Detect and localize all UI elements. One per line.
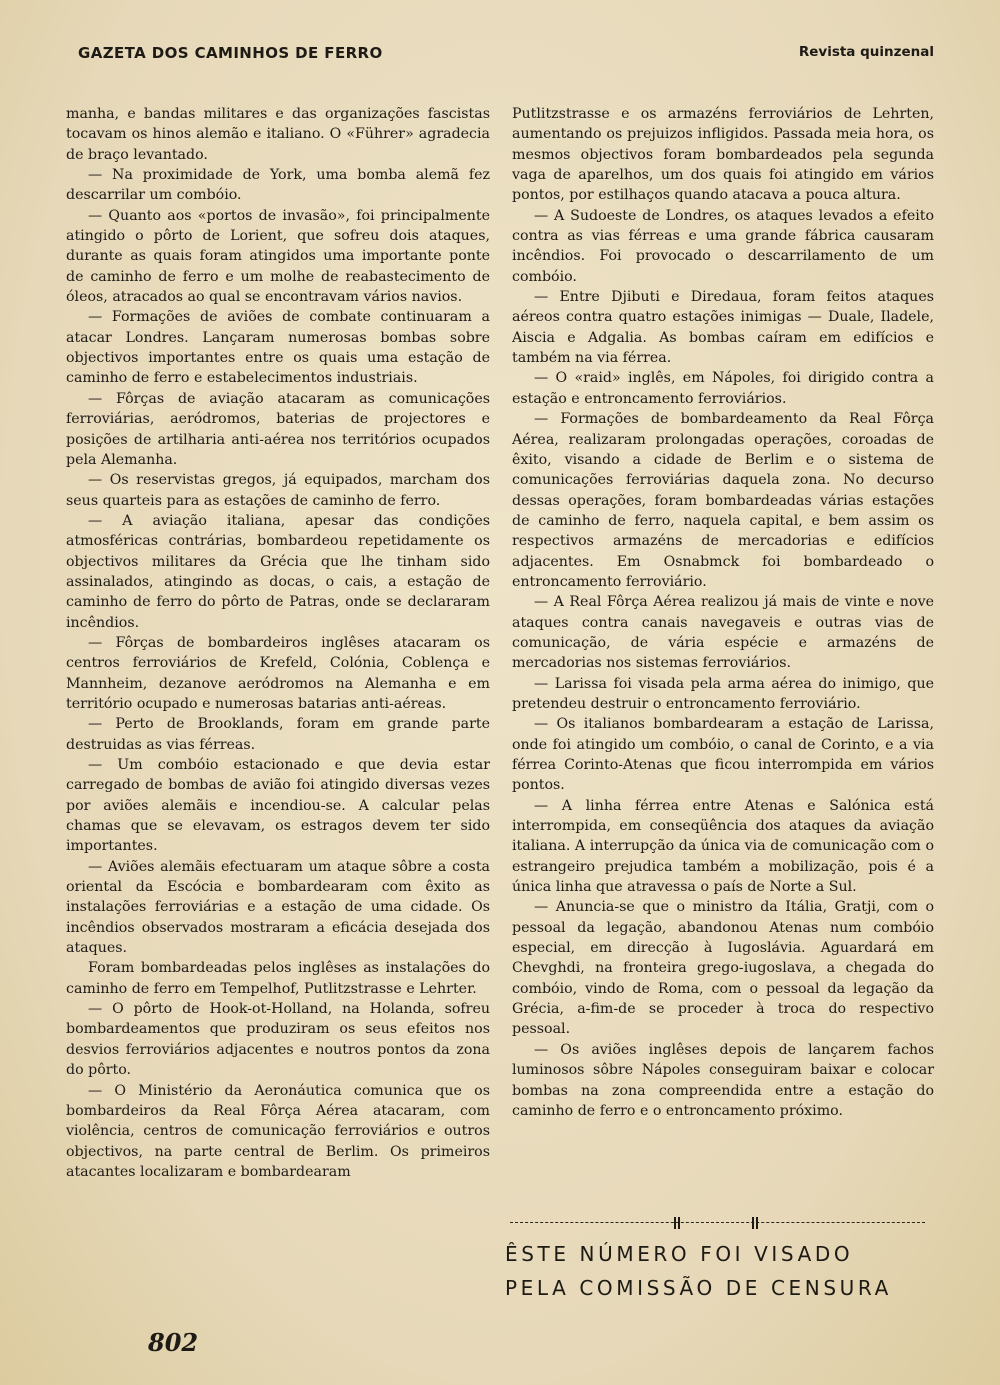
right-paragraph: — Formações de bombardeamento da Real Fôrça Aérea, realizaram prolongadas operações, coroadas de êxito, visando a cidade de Berlim e o sistema de comunicações ferroviárias daquela zona. No decurso dessas operações, foram bombardeadas várias estações de caminho de ferro, naquela capital, e bem assim os respectivos armazéns de mercadorias e edifícios adjacentes. Em Osnabmck foi bombardeado o entroncamento ferroviário. xyxy=(512,411,934,590)
right-column xyxy=(512,104,934,1121)
left-paragraph: — Perto de Brooklands, foram em grande parte destruidas as vias férreas. xyxy=(66,716,490,753)
left-paragraph: — O pôrto de Hook-ot-Holland, na Holanda, sofreu bombardeamentos que produziram os seus efeitos nos desvios ferroviários adjacentes e noutros pontos da zona do pôrto. xyxy=(66,1001,490,1079)
divider-mark xyxy=(674,1217,680,1229)
left-paragraph: — Na proximidade de York, uma bomba alemã fez descarrilar um combóio. xyxy=(66,167,490,204)
left-paragraph: — Formações de aviões de combate continuaram a atacar Londres. Lançaram numerosas bombas sobre objectivos importantes entre os quais uma estação de caminho de ferro e estabelecimentos industriais. xyxy=(66,309,490,387)
publication-title: GAZETA DOS CAMINHOS DE FERRO xyxy=(78,44,383,62)
right-paragraph: — A linha férrea entre Atenas e Salónica está interrompida, em conseqüência dos ataques da aviação italiana. A interrupção da única via de comunicação com o estrangeiro prejudica também a mobilização, pois é a única linha que atravessa o país de Norte a Sul. xyxy=(512,797,934,896)
left-paragraph: — A aviação italiana, apesar das condições atmosféricas contrárias, bombardeou repetidamente os objectivos militares da Grécia que lhe tinham sido assinalados, atingindo as docas, o cais, a estação de caminho de ferro do pôrto de Patras, onde se declararam incêndios. xyxy=(66,512,490,631)
publication-periodicity: Revista quinzenal xyxy=(798,44,934,60)
censorship-notice-line-1: ÊSTE NÚMERO FOI VISADO xyxy=(505,1242,854,1266)
left-paragraph: — Fôrças de aviação atacaram as comunicações ferroviárias, aeródromos, baterias de projectores e posições de artilharia anti-aérea nos territórios ocupados pela Alemanha. xyxy=(66,390,490,468)
left-paragraph: — Quanto aos «portos de invasão», foi principalmente atingido o pôrto de Lorient, que sofreu dois ataques, durante as quais foram atingidos uma importante ponte de caminho de ferro e um molhe de reabastecimento de óleos, atracados ao qual se encontravam vários navios. xyxy=(66,207,490,306)
right-paragraph: — A Real Fôrça Aérea realizou já mais de vinte e nove ataques contra canais navegaveis e outras vias de comunicação, de vária espécie e armazéns de mercadorias nos sistemas ferroviários. xyxy=(512,594,934,672)
left-paragraph: — Os reservistas gregos, já equipados, marcham dos seus quarteis para as estações de caminho de ferro. xyxy=(66,472,490,509)
right-paragraph: — Os italianos bombardearam a estação de Larissa, onde foi atingido um combóio, o canal de Corinto, e a via férrea Corinto-Atenas que ficou interrompida em vários pontos. xyxy=(512,716,934,794)
page-header xyxy=(78,44,934,68)
right-paragraph: — Anuncia-se que o ministro da Itália, Gratji, com o pessoal da legação, abandonou Atenas num combóio especial, em direcção à Iugoslávia. Aguardará em Chevghdi, na fronteira grego-iugoslava, a chegada do combóio, vindo de Roma, com o pessoal da legação da Grécia, a-fim-de se proceder à troca do respectivo pessoal. xyxy=(512,899,934,1038)
ornamental-divider xyxy=(510,1216,925,1230)
right-paragraph: — Larissa foi visada pela arma aérea do inimigo, que pretendeu destruir o entroncamento ferroviário. xyxy=(512,675,934,712)
page-number: 802 xyxy=(148,1328,199,1357)
left-paragraph: — Fôrças de bombardeiros inglêses atacaram os centros ferroviários de Krefeld, Colónia, Coblença e Mannheim, dezanove aeródromos na Alemanha e em território ocupado e numerosas batarias anti-aéreas. xyxy=(66,634,490,712)
right-paragraph: Putlitzstrasse e os armazéns ferroviários de Lehrten, aumentando os prejuizos infligidos. Passada meia hora, os mesmos objectivos foram bombardeados pela segunda vaga de aparelhos, um dos quais foi atingido em vários pontos, por estilhaços quando atacava a pouca altura. xyxy=(512,106,934,204)
left-paragraph: Foram bombardeadas pelos inglêses as instalações do caminho de ferro em Tempelhof, Putlitzstrasse e Lehrter. xyxy=(66,960,490,997)
right-paragraph: — A Sudoeste de Londres, os ataques levados a efeito contra as vias férreas e uma grande fábrica causaram incêndios. Foi provocado o descarrilamento de um combóio. xyxy=(512,207,934,285)
censorship-notice-line-2: PELA COMISSÃO DE CENSURA xyxy=(505,1276,892,1300)
right-paragraph: — O «raid» inglês, em Nápoles, foi dirigido contra a estação e entroncamento ferroviários. xyxy=(512,370,934,407)
right-paragraph: — Os aviões inglêses depois de lançarem fachos luminosos sôbre Nápoles conseguiram baixar e colocar bombas na zona compreendida entre a estação do caminho de ferro e o entroncamento próximo. xyxy=(512,1041,934,1119)
right-paragraph: — Entre Djibuti e Diredaua, foram feitos ataques aéreos contra quatro estações inimigas — Duale, Iladele, Aiscia e Adgalia. As bombas caíram em edifícios e também na via férrea. xyxy=(512,289,934,367)
divider-line xyxy=(510,1222,925,1223)
left-paragraph: — O Ministério da Aeronáutica comunica que os bombardeiros da Real Fôrça Aérea atacaram, com violência, centros de comunicação ferroviários e outros objectivos, na parte central de Berlim. Os primeiros atacantes localizaram e bombardearam xyxy=(66,1082,490,1180)
left-column xyxy=(66,104,490,1182)
divider-mark xyxy=(752,1217,758,1229)
left-paragraph: — Aviões alemãis efectuaram um ataque sôbre a costa oriental da Escócia e bombardearam com êxito as instalações ferroviárias e a estação de uma cidade. Os incêndios observados mostraram a eficácia desejada dos ataques. xyxy=(66,858,490,957)
left-paragraph: — Um combóio estacionado e que devia estar carregado de bombas de avião foi atingido diversas vezes por aviões alemãis e incendiou-se. A calcular pelas chamas que se elevavam, os estragos devem ter sido importantes. xyxy=(66,757,490,855)
left-paragraph: manha, e bandas militares e das organizações fascistas tocavam os hinos alemão e italiano. O «Führer» agradecia de braço levantado. xyxy=(66,106,490,163)
